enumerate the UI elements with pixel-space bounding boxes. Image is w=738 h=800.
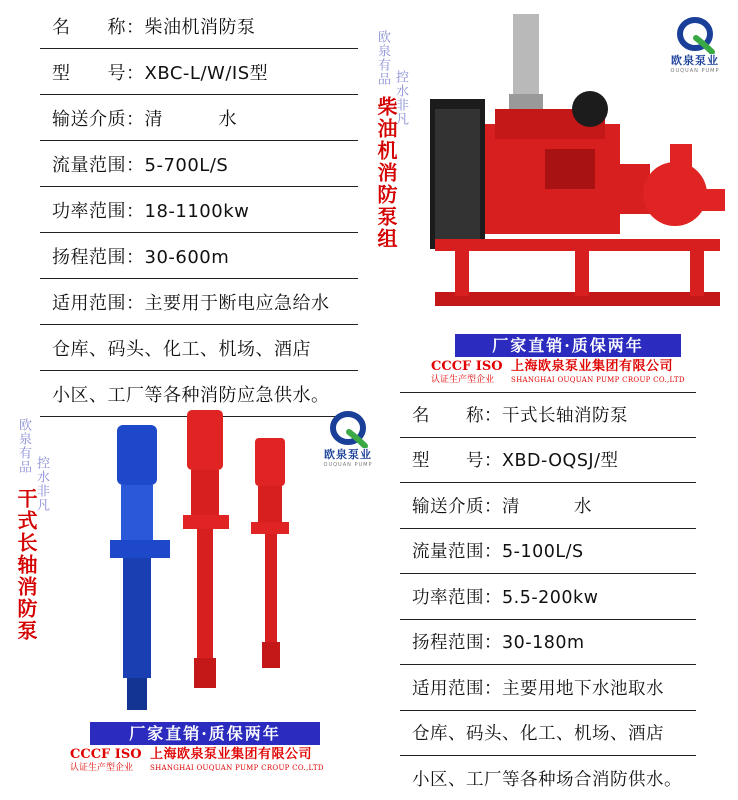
logo-q-icon xyxy=(327,410,369,448)
cert-label: CCCF ISO xyxy=(431,359,503,374)
company-block xyxy=(509,359,711,386)
spec-row: 仓库、码头、化工、机场、酒店 xyxy=(400,711,696,757)
company-block xyxy=(148,747,350,774)
logo-en: OUQUAN PUMP xyxy=(323,462,373,468)
side-slogan-a: 欧泉有品 xyxy=(16,418,31,474)
cert-sub-label: 认证生产型企业 xyxy=(70,763,134,773)
side-slogan-b: 控水非凡 xyxy=(34,456,49,512)
spec-row: 适用范围：主要用于断电应急给水 xyxy=(40,279,358,325)
spec-row: 名 称：柴油机消防泵 xyxy=(40,3,358,49)
cert-sub-label: 认证生产型企业 xyxy=(431,375,495,385)
company-name-en: SHANGHAI OUQUAN PUMP CROUP CO.,LTD xyxy=(150,764,324,772)
spec-row: 型 号：XBC-L/W/IS型 xyxy=(40,49,358,95)
spec-row: 功率范围：18-1100kw xyxy=(40,187,358,233)
spec-row: 输送介质：清 水 xyxy=(40,95,358,141)
company-name-cn: 上海欧泉泵业集团有限公司 xyxy=(511,359,674,374)
cert-block xyxy=(431,359,509,386)
spec-row: 小区、工厂等各种消防应急供水。 xyxy=(40,371,358,417)
spec-row: 输送介质：清 水 xyxy=(400,483,696,529)
long-shaft-pump-spec-list xyxy=(400,392,696,800)
spec-row: 适用范围：主要用地下水池取水 xyxy=(400,665,696,711)
spec-row: 名 称：干式长轴消防泵 xyxy=(400,392,696,438)
logo-en: OUQUAN PUMP xyxy=(670,68,720,74)
company-name-cn: 上海欧泉泵业集团有限公司 xyxy=(150,747,313,762)
spec-row: 扬程范围：30-600m xyxy=(40,233,358,279)
spec-row: 型 号：XBD-OQSJ/型 xyxy=(400,438,696,484)
spec-row: 小区、工厂等各种场合消防供水。 xyxy=(400,756,696,800)
banner-slogan: 厂家直销·质保两年 xyxy=(90,722,320,745)
long-shaft-pump-title: 干式长轴消防泵 xyxy=(14,488,38,642)
diesel-pump-spec-list xyxy=(40,3,358,417)
company-name-en: SHANGHAI OUQUAN PUMP CROUP CO.,LTD xyxy=(511,376,685,384)
footer-banner xyxy=(70,722,350,774)
spec-row: 仓库、码头、化工、机场、酒店 xyxy=(40,325,358,371)
brand-logo xyxy=(313,410,383,468)
cert-label: CCCF ISO xyxy=(70,747,142,762)
footer-banner xyxy=(431,334,711,386)
side-slogan-b: 控水非凡 xyxy=(393,70,408,126)
banner-slogan: 厂家直销·质保两年 xyxy=(455,334,681,357)
diesel-pump-image xyxy=(425,14,725,314)
side-slogan-a: 欧泉有品 xyxy=(375,30,390,86)
spec-row: 扬程范围：30-180m xyxy=(400,620,696,666)
spec-row: 流量范围：5-100L/S xyxy=(400,529,696,575)
logo-name: 欧泉泵业 xyxy=(324,448,372,461)
spec-row: 流量范围：5-700L/S xyxy=(40,141,358,187)
long-shaft-pump-image xyxy=(105,410,305,715)
logo-name: 欧泉泵业 xyxy=(671,54,719,67)
cert-block xyxy=(70,747,148,774)
spec-row: 功率范围：5.5-200kw xyxy=(400,574,696,620)
diesel-pump-title: 柴油机消防泵组 xyxy=(374,96,398,250)
